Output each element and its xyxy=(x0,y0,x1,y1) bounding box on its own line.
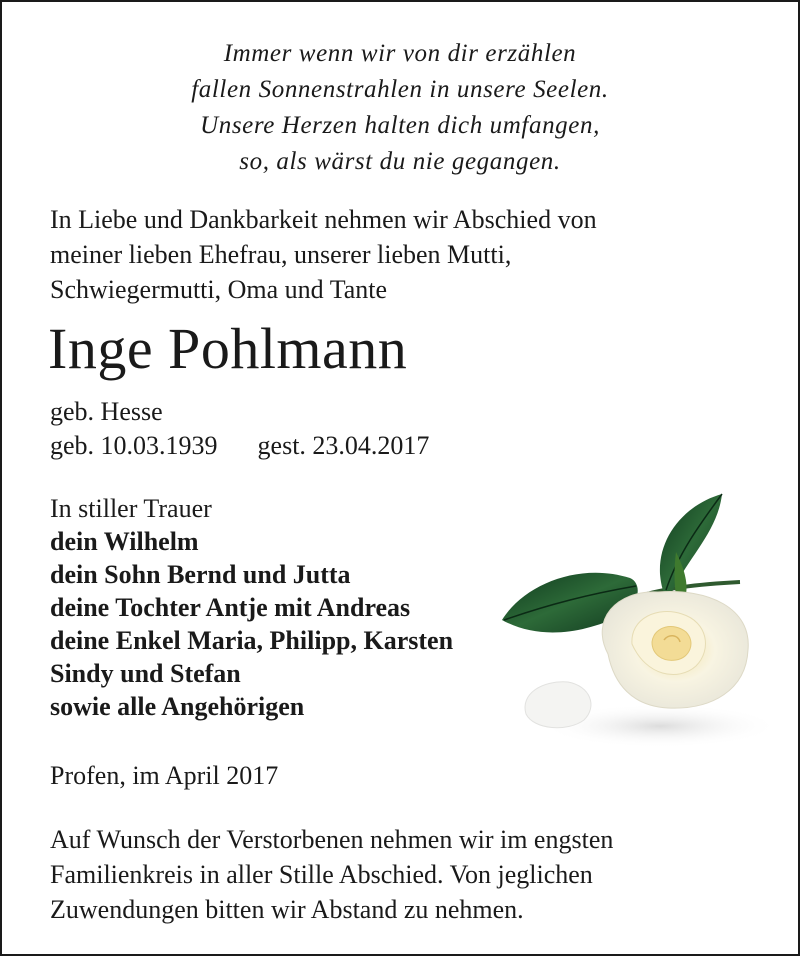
mourner-line: Sindy und Stefan xyxy=(50,659,241,688)
death-date: gest. 23.04.2017 xyxy=(257,431,430,460)
mourner-line: deine Enkel Maria, Philipp, Karsten xyxy=(50,626,454,655)
mourner-line: sowie alle Angehörigen xyxy=(50,692,305,721)
closing-notice xyxy=(50,822,613,927)
intro-line: In Liebe und Dankbarkeit nehmen wir Abschied von xyxy=(50,205,597,234)
deceased-name: Inge Pohlmann xyxy=(48,316,408,381)
maiden-name: geb. Hesse xyxy=(50,397,163,426)
notice-line: Zuwendungen bitten wir Abstand zu nehmen. xyxy=(50,895,524,924)
poem xyxy=(2,36,798,180)
place-date: Profen, im April 2017 xyxy=(50,761,279,790)
notice-line: Familienkreis in aller Stille Abschied. Von jeglichen xyxy=(50,860,593,889)
poem-line: Unsere Herzen halten dich umfangen, xyxy=(200,112,600,139)
mourner-line: deine Tochter Antje mit Andreas xyxy=(50,593,411,622)
poem-line: so, als wärst du nie gegangen. xyxy=(239,148,561,175)
poem-line: Immer wenn wir von dir erzählen xyxy=(223,40,577,67)
intro-line: meiner lieben Ehefrau, unserer lieben Mutti, xyxy=(50,240,512,269)
mourner-line: dein Wilhelm xyxy=(50,527,199,556)
white-rose-icon xyxy=(490,484,784,756)
birth-date: geb. 10.03.1939 xyxy=(50,431,218,460)
life-dates xyxy=(50,428,429,463)
mourners-heading: In stiller Trauer xyxy=(50,494,212,523)
poem-line: fallen Sonnenstrahlen in unsere Seelen. xyxy=(191,76,609,103)
notice-line: Auf Wunsch der Verstorbenen nehmen wir im engsten xyxy=(50,825,614,854)
intro-text xyxy=(50,202,597,307)
intro-line: Schwiegermutti, Oma und Tante xyxy=(50,275,388,304)
mourner-line: dein Sohn Bernd und Jutta xyxy=(50,560,351,589)
mourners-block xyxy=(50,492,453,723)
